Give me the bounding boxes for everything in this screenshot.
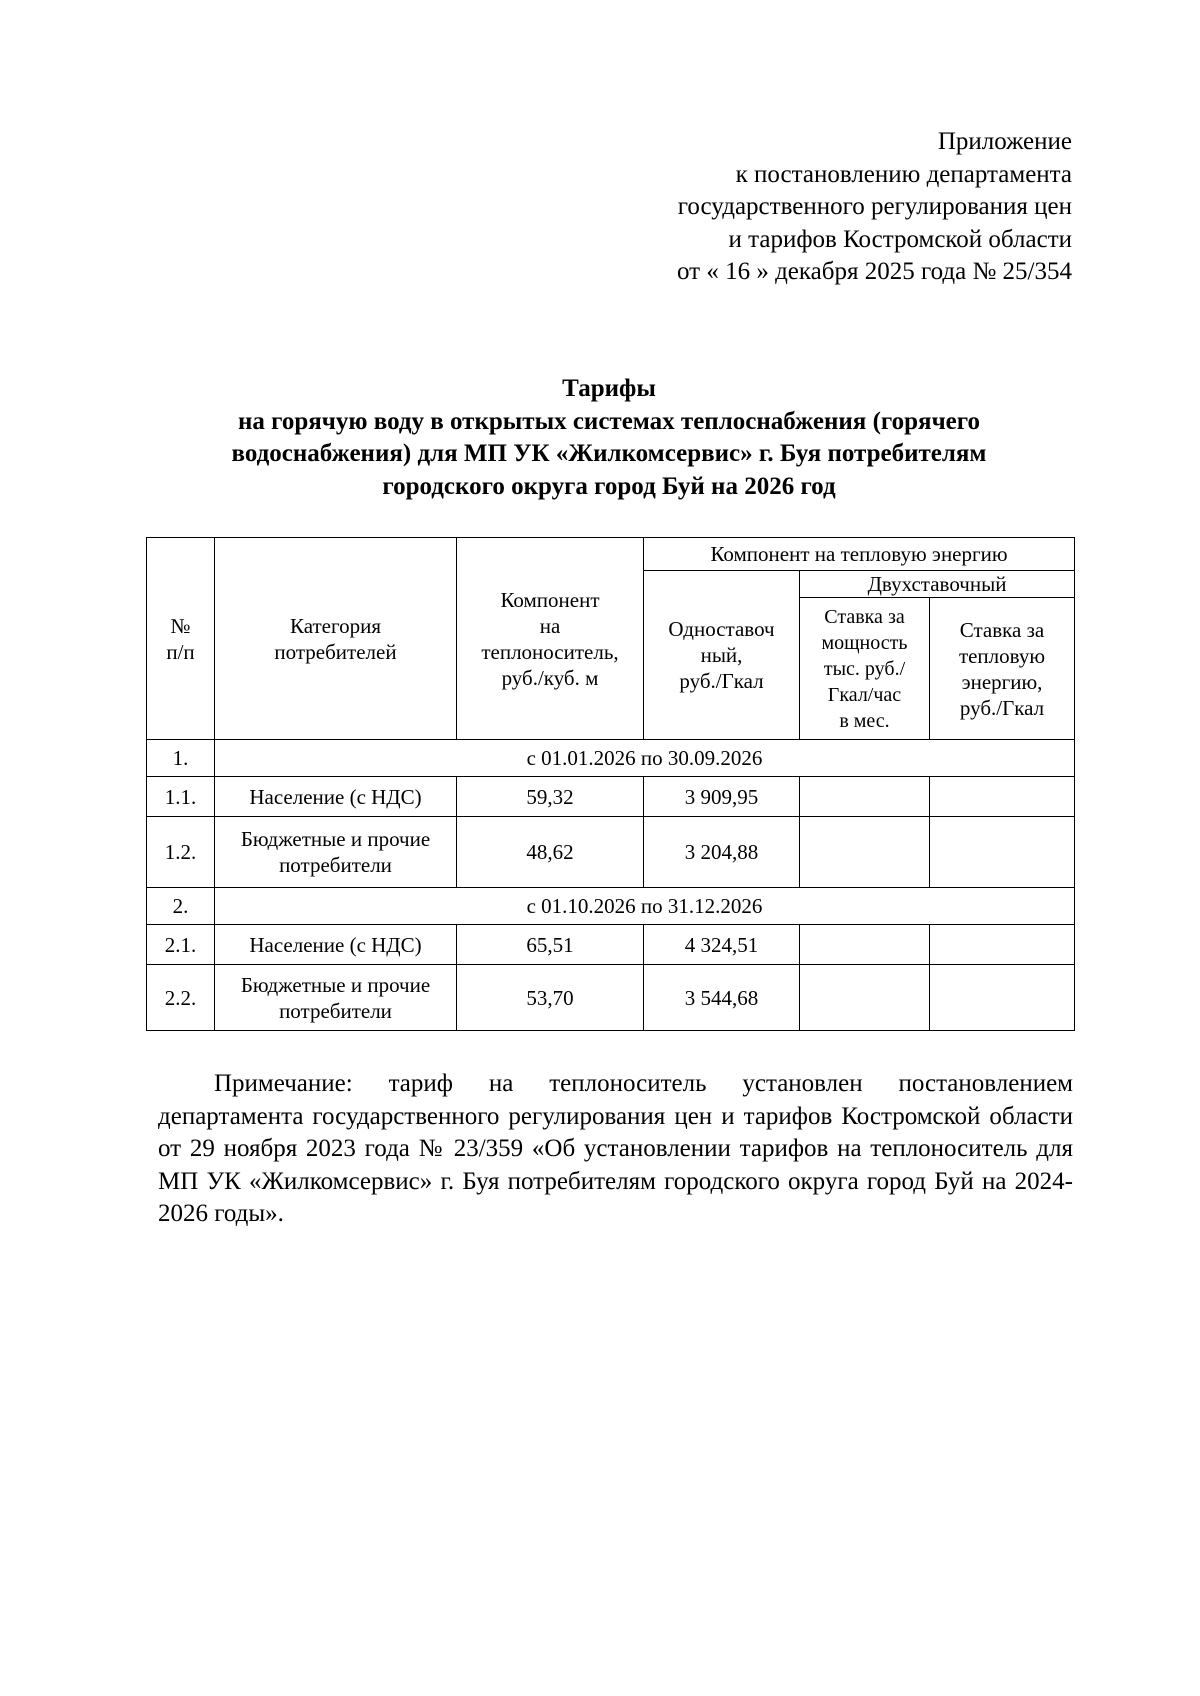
header-capacity-rate: Ставка за мощность тыс. руб./ Гкал/час в мес. bbox=[800, 598, 930, 740]
row-num: 1.2. bbox=[147, 817, 215, 888]
row-capacity-rate bbox=[800, 965, 930, 1031]
row-category: Население (с НДС) bbox=[215, 777, 457, 817]
appendix-line: и тарифов Костромской области bbox=[728, 225, 1072, 253]
row-energy-rate bbox=[930, 965, 1075, 1031]
row-num: 2.1. bbox=[147, 925, 215, 965]
row-single-rate: 3 204,88 bbox=[644, 817, 800, 888]
appendix-line: Приложение bbox=[937, 128, 1072, 155]
header-heat-component: Компонент на тепловую энергию bbox=[644, 538, 1075, 571]
row-single-rate: 3 544,68 bbox=[644, 965, 800, 1031]
appendix-block bbox=[512, 126, 1072, 289]
row-category: Население (с НДС) bbox=[215, 925, 457, 965]
row-carrier: 53,70 bbox=[457, 965, 644, 1031]
period-label: с 01.10.2026 по 31.12.2026 bbox=[215, 888, 1075, 925]
header-two-rate: Двухставочный bbox=[800, 571, 1075, 598]
row-single-rate: 3 909,95 bbox=[644, 777, 800, 817]
title-line: на горячую воду в открытых системах теплоснабжения (горячего bbox=[237, 407, 980, 435]
title-line: водоснабжения) для МП УК «Жилкомсервис» г. Буя потребителям bbox=[231, 440, 987, 467]
header-carrier-component: Компонент на теплоноситель, руб./куб. м bbox=[457, 538, 644, 740]
period-num: 2. bbox=[147, 888, 215, 925]
period-label: с 01.01.2026 по 30.09.2026 bbox=[215, 740, 1075, 777]
row-capacity-rate bbox=[800, 777, 930, 817]
title-line: городского округа город Буй на 2026 год bbox=[382, 472, 836, 500]
period-num: 1. bbox=[147, 740, 215, 777]
table-row bbox=[147, 925, 1075, 965]
row-capacity-rate bbox=[800, 817, 930, 888]
row-carrier: 48,62 bbox=[457, 817, 644, 888]
appendix-line: от « 16 » декабря 2025 года № 25/354 bbox=[676, 258, 1072, 285]
period-row bbox=[147, 740, 1075, 777]
row-energy-rate bbox=[930, 777, 1075, 817]
header-category: Категория потребителей bbox=[215, 538, 457, 740]
row-category: Бюджетные и прочие потребители bbox=[215, 965, 457, 1031]
header-energy-rate: Ставка за тепловую энергию, руб./Гкал bbox=[930, 598, 1075, 740]
row-single-rate: 4 324,51 bbox=[644, 925, 800, 965]
table-row bbox=[147, 817, 1075, 888]
row-carrier: 65,51 bbox=[457, 925, 644, 965]
table-row bbox=[147, 965, 1075, 1031]
row-num: 1.1. bbox=[147, 777, 215, 817]
table-row bbox=[147, 777, 1075, 817]
document-title bbox=[145, 373, 1073, 503]
row-carrier: 59,32 bbox=[457, 777, 644, 817]
row-category: Бюджетные и прочие потребители bbox=[215, 817, 457, 888]
header-num: № п/п bbox=[147, 538, 215, 740]
row-num: 2.2. bbox=[147, 965, 215, 1031]
period-row bbox=[147, 888, 1075, 925]
row-capacity-rate bbox=[800, 925, 930, 965]
appendix-line: государственного регулирования цен bbox=[677, 193, 1072, 220]
appendix-line: к постановлению департамента bbox=[735, 160, 1072, 188]
tariff-table bbox=[146, 537, 1075, 1031]
note-paragraph: Примечание: тариф на теплоноситель установлен постановлением департамента государственного регулирования цен и тарифов Костромской области от 29 ноября 2023 года № 23/359 «Об установлении тарифов на теплоноситель для МП УК «Жилкомсервис» г. Буя потребителям городского округа город Буй на 2024-2026 годы». bbox=[158, 1070, 1073, 1227]
header-single-rate: Одноставоч ный, руб./Гкал bbox=[644, 571, 800, 740]
title-line: Тарифы bbox=[562, 375, 656, 402]
row-energy-rate bbox=[930, 925, 1075, 965]
row-energy-rate bbox=[930, 817, 1075, 888]
